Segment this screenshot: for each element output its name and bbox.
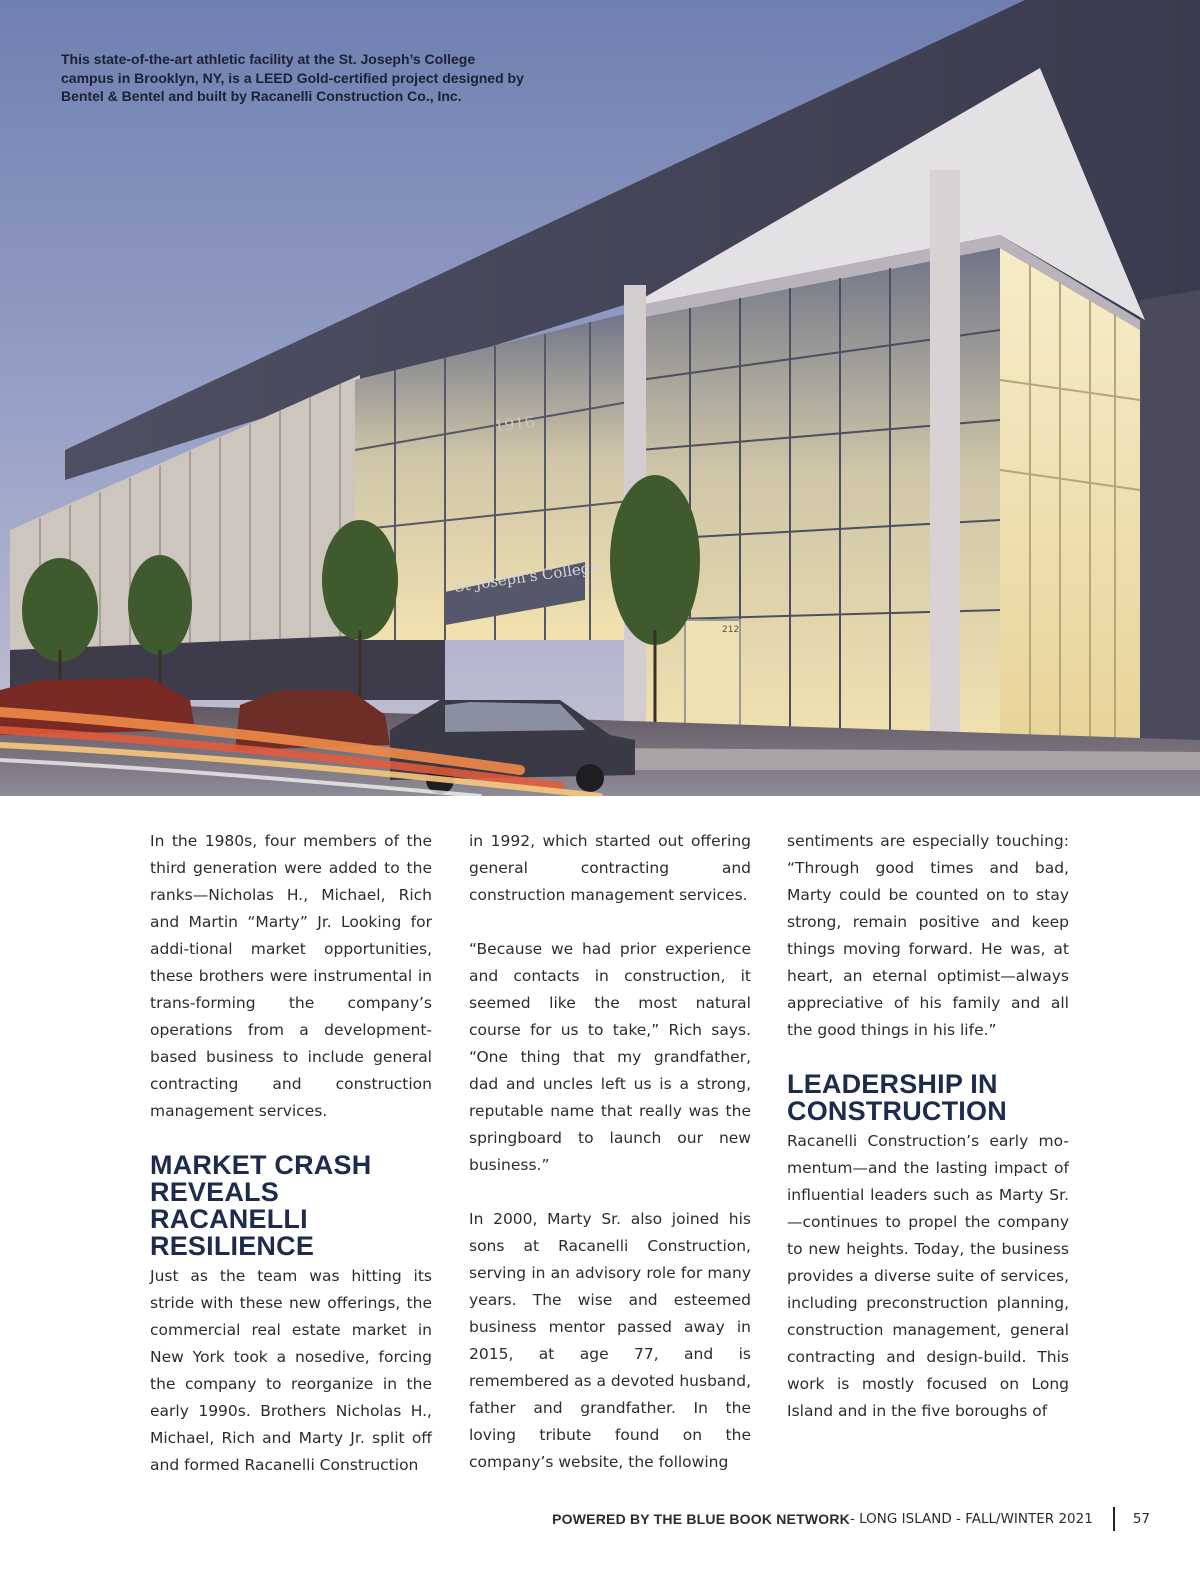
paragraph: In 2000, Marty Sr. also joined his sons at Racanelli Construction, serving in an advisory role for many years. The wise and esteemed business mentor passed away in 2015, at age 77, and is remembered as a devoted husband, father and grandfather. In the loving tribute found on the company’s website, the following [469, 1210, 751, 1471]
page-number: 57 [1132, 1511, 1150, 1527]
section-heading-leadership: LEADERSHIP IN CONSTRUCTION [787, 1069, 1007, 1126]
address-number: 212 [722, 625, 740, 635]
page-footer [552, 1508, 1150, 1530]
footer-divider [1113, 1507, 1115, 1531]
college-sign: St Joseph's College [453, 557, 601, 596]
paragraph: “Because we had prior experience and contacts in construction, it seemed like the most natural course for us to take,” Rich says. “One thing that my grandfather, dad and uncles left us is a strong, reputable name that really was the springboard to launch our new business.” [469, 940, 751, 1174]
article-column-2 [469, 828, 751, 1476]
article-column-3 [787, 828, 1069, 1425]
footer-network: POWERED BY THE BLUE BOOK NETWORK [552, 1511, 850, 1527]
paragraph: Just as the team was hitting its stride with these new offerings, the commercial real estate market in New York took a nosedive, forcing the company to reorganize in the early 1990s. Brothers Nicholas H., Michael, Rich and Marty Jr. split off and formed Racanelli Construction [150, 1267, 432, 1474]
paragraph: In the 1980s, four members of the third generation were added to the ranks—Nicholas H., Michael, Rich and Martin “Marty” Jr. Looking for addi-tional market opportunities, these brothers were instrumental in trans-forming the company’s operations from a development-based business to include general contracting and construction management services. [150, 832, 432, 1120]
paragraph: in 1992, which started out offering general contracting and construction management services. [469, 832, 751, 904]
footer-edition: - LONG ISLAND - FALL/WINTER 2021 [849, 1511, 1093, 1527]
paragraph: sentiments are especially touching: “Through good times and bad, Marty could be counted on to stay strong, remain positive and keep things moving forward. He was, at heart, an eternal optimist—always appreciative of his family and all the good things in his life.” [787, 832, 1069, 1039]
paragraph: Racanelli Construction’s early mo-mentum—and the lasting impact of influential leaders such as Marty Sr.—continues to propel the company to new heights. Today, the business provides a diverse suite of services, including preconstruction planning, construction management, general contracting and design-build. This work is mostly focused on Long Island and in the five boroughs of [787, 1132, 1069, 1420]
photo-caption: This state-of-the-art athletic facility at the St. Joseph’s College campus in Brooklyn, NY, is a LEED Gold-certified project designed by Bentel & Bentel and built by Racanelli Construction Co., Inc. [61, 51, 524, 104]
article-column-1 [150, 828, 432, 1479]
section-heading-market-crash: MARKET CRASH REVEALS RACANELLI RESILIENCE [150, 1150, 372, 1261]
year-lettering: 1916 [493, 412, 536, 436]
